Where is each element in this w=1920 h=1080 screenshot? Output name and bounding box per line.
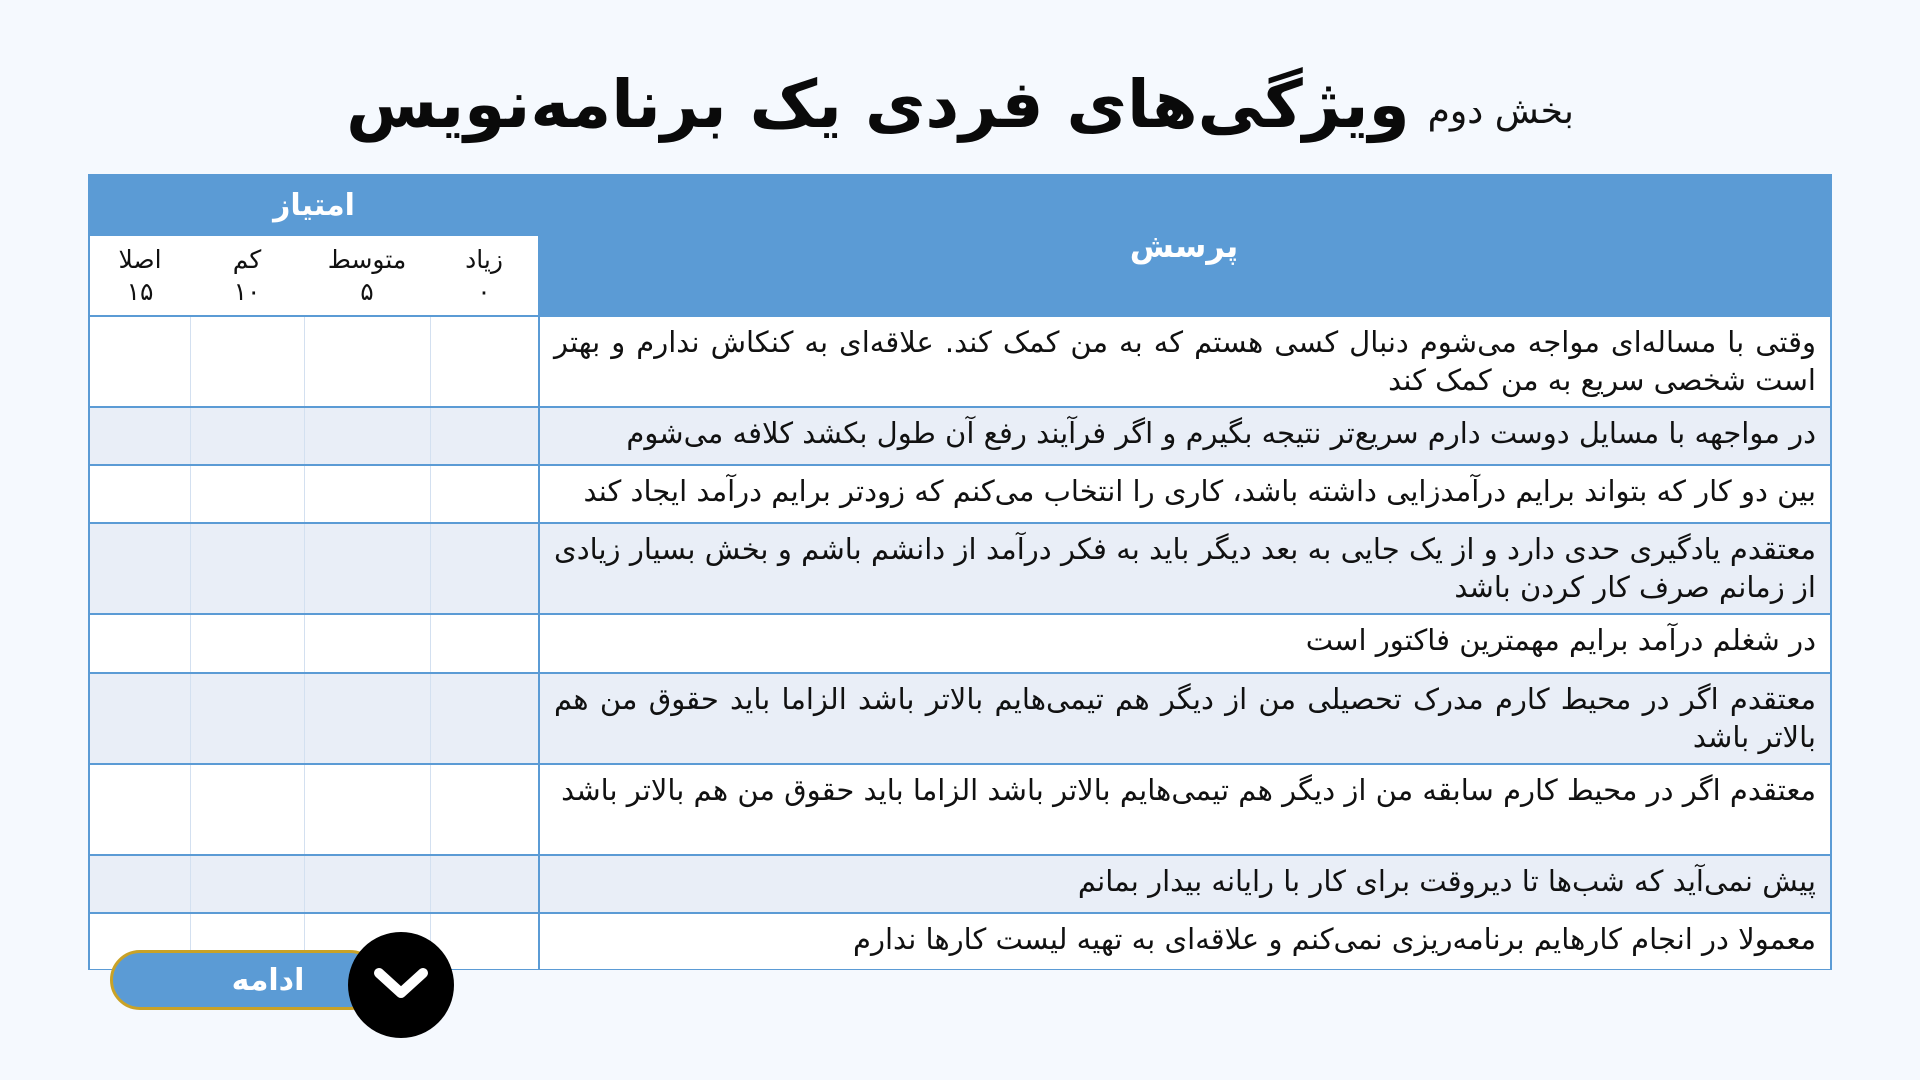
score-cell-none[interactable] <box>90 524 190 613</box>
score-cell-medium[interactable] <box>304 856 430 912</box>
score-cell-none[interactable] <box>90 408 190 464</box>
score-cell-high[interactable] <box>430 615 538 672</box>
score-cell-high[interactable] <box>430 674 538 763</box>
score-column-medium <box>304 236 430 315</box>
score-cell-low[interactable] <box>190 317 304 406</box>
question-column-header: پرسش <box>1129 226 1239 265</box>
score-cell-medium[interactable] <box>304 408 430 464</box>
table-row <box>90 854 1830 912</box>
score-cell-none[interactable] <box>90 856 190 912</box>
score-cell-medium[interactable] <box>304 466 430 522</box>
score-cell-medium[interactable] <box>304 674 430 763</box>
score-column-header: امتیاز <box>273 187 355 223</box>
score-column-value: ۱۰ <box>233 276 261 306</box>
score-cell-high[interactable] <box>430 317 538 406</box>
score-cell-none[interactable] <box>90 615 190 672</box>
score-cell-high[interactable] <box>430 856 538 912</box>
questionnaire-table <box>88 174 1832 970</box>
score-cell-low[interactable] <box>190 524 304 613</box>
score-cell-medium[interactable] <box>304 765 430 854</box>
score-cell-high[interactable] <box>430 408 538 464</box>
table-row <box>90 672 1830 763</box>
table-row <box>90 406 1830 464</box>
score-column-label: اصلا <box>118 245 162 275</box>
score-column-value: ۱۵ <box>126 276 154 306</box>
table-row <box>90 315 1830 406</box>
page-title: ویژگی‌های فردی یک برنامه‌نویس <box>346 66 1410 143</box>
question-text: معتقدم اگر در محیط کارم مدرک تحصیلی من از دیگر هم تیمی‌هایم بالاتر باشد الزاما باید حقوق من هم بالاتر باشد <box>538 674 1830 763</box>
score-cell-low[interactable] <box>190 615 304 672</box>
question-text: معمولا در انجام کارهایم برنامه‌ریزی نمی‌کنم و علاقه‌ای به تهیه لیست کارها ندارم <box>538 914 1830 969</box>
score-cell-medium[interactable] <box>304 317 430 406</box>
chevron-down-icon <box>374 968 428 1002</box>
scroll-down-button[interactable] <box>348 932 454 1038</box>
score-cell-medium[interactable] <box>304 615 430 672</box>
score-cell-high[interactable] <box>430 466 538 522</box>
table-body <box>90 315 1830 969</box>
title-area <box>0 40 1920 170</box>
question-text: وقتی با مساله‌ای مواجه می‌شوم دنبال کسی هستم که به من کمک کند. علاقه‌ای به کنکاش ندارم و بهتر است شخصی سریع به من کمک کند <box>538 317 1830 406</box>
score-cell-low[interactable] <box>190 466 304 522</box>
score-column-label: زیاد <box>465 245 503 275</box>
score-cell-none[interactable] <box>90 317 190 406</box>
score-cell-high[interactable] <box>430 765 538 854</box>
question-text: معتقدم یادگیری حدی دارد و از یک جایی به بعد دیگر باید به فکر درآمد از دانشم باشم و بخش بسیار زیادی از زمانم صرف کار کردن باشد <box>538 524 1830 613</box>
table-row <box>90 613 1830 672</box>
score-column-value: ۵ <box>360 276 374 306</box>
score-cell-none[interactable] <box>90 674 190 763</box>
score-cell-low[interactable] <box>190 408 304 464</box>
question-text: معتقدم اگر در محیط کارم سابقه من از دیگر هم تیمی‌هایم بالاتر باشد الزاما باید حقوق من هم بالاتر باشد <box>538 765 1830 854</box>
score-cell-none[interactable] <box>90 466 190 522</box>
question-text: پیش نمی‌آید که شب‌ها تا دیروقت برای کار با رایانه بیدار بمانم <box>538 856 1830 912</box>
score-column-label: کم <box>232 245 262 275</box>
score-column-value: ۰ <box>477 276 491 306</box>
score-cell-high[interactable] <box>430 524 538 613</box>
question-text: در شغلم درآمد برایم مهمترین فاکتور است <box>538 615 1830 672</box>
table-row <box>90 763 1830 854</box>
continue-button[interactable] <box>110 950 380 1010</box>
score-cell-medium[interactable] <box>304 524 430 613</box>
table-row <box>90 464 1830 522</box>
score-column-none <box>90 236 190 315</box>
score-cell-low[interactable] <box>190 856 304 912</box>
score-column-high <box>430 236 538 315</box>
score-column-low <box>190 236 304 315</box>
score-cell-low[interactable] <box>190 674 304 763</box>
page-subtitle: بخش دوم <box>1427 91 1574 132</box>
question-text: در مواجهه با مسایل دوست دارم سریع‌تر نتیجه بگیرم و اگر فرآیند رفع آن طول بکشد کلافه می‌شوم <box>538 408 1830 464</box>
score-cell-low[interactable] <box>190 765 304 854</box>
question-text: بین دو کار که بتواند برایم درآمدزایی داشته باشد، کاری را انتخاب می‌کنم که زودتر برایم درآمد ایجاد کند <box>538 466 1830 522</box>
table-row <box>90 522 1830 613</box>
score-cell-none[interactable] <box>90 765 190 854</box>
continue-button-label: ادامه <box>231 962 305 998</box>
score-columns <box>90 236 538 315</box>
score-column-label: متوسط <box>327 245 407 275</box>
table-header <box>90 176 1830 315</box>
